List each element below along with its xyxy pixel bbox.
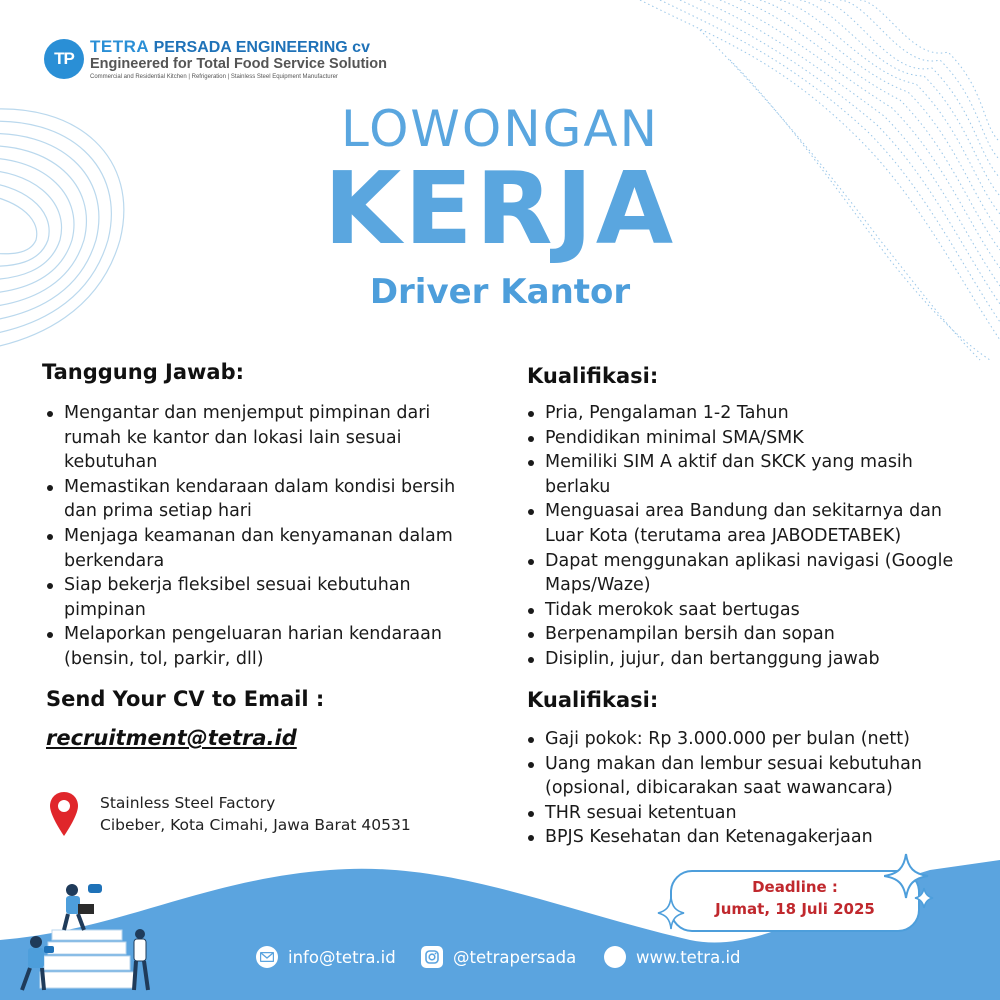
logo-text (90, 38, 387, 80)
list-item: Uang makan dan lembur sesuai kebutuhan (opsional, dibicarakan saat wawancara) (525, 752, 965, 801)
list-item: Disiplin, jujur, dan bertanggung jawab (525, 647, 965, 672)
deadline-box (670, 870, 920, 932)
company-subline: Commercial and Residential Kitchen | Refrigeration | Stainless Steel Equipment Manufacturer (90, 73, 338, 80)
list-item: THR sesuai ketentuan (525, 801, 965, 826)
qualifications-list (525, 401, 965, 672)
list-item: Melaporkan pengeluaran harian kendaraan (bensin, tol, parkir, dll) (44, 622, 484, 671)
deadline-label: Deadline : (752, 878, 838, 896)
address-block (50, 792, 411, 836)
instagram-icon (421, 946, 443, 968)
globe-icon (604, 946, 626, 968)
location-pin-icon (50, 792, 78, 836)
qualifications-heading: Kualifikasi: (527, 364, 659, 388)
footer-instagram[interactable] (421, 946, 576, 968)
list-item: Dapat menggunakan aplikasi navigasi (Google Maps/Waze) (525, 549, 965, 598)
footer-website[interactable] (604, 946, 741, 968)
title-kerja: KERJA (323, 150, 677, 267)
company-name-primary: TETRA (90, 37, 150, 56)
footer-email-text: info@tetra.id (288, 947, 396, 967)
company-name (90, 38, 387, 56)
send-cv-label: Send Your CV to Email : (46, 687, 325, 711)
list-item: Menjaga keamanan dan kenyamanan dalam berkendara (44, 524, 484, 573)
list-item: Berpenampilan bersih dan sopan (525, 622, 965, 647)
list-item: Pendidikan minimal SMA/SMK (525, 426, 965, 451)
recruitment-email-link[interactable]: recruitment@tetra.id (46, 726, 297, 750)
footer-email[interactable] (256, 946, 396, 968)
list-item: Gaji pokok: Rp 3.000.000 per bulan (nett) (525, 727, 965, 752)
deadline-date: Jumat, 18 Juli 2025 (715, 900, 875, 918)
benefits-heading: Kualifikasi: (527, 688, 659, 712)
footer-website-text: www.tetra.id (636, 947, 741, 967)
list-item: Memiliki SIM A aktif dan SKCK yang masih berlaku (525, 450, 965, 499)
address-text (100, 792, 411, 836)
title-lowongan: LOWONGAN (341, 100, 659, 158)
company-tagline: Engineered for Total Food Service Solution (90, 56, 388, 72)
company-name-secondary: PERSADA ENGINEERING cv (153, 39, 370, 56)
office-workers-illustration (0, 880, 160, 1000)
address-line-2: Cibeber, Kota Cimahi, Jawa Barat 40531 (100, 816, 411, 834)
list-item: Memastikan kendaraan dalam kondisi bersih dan prima setiap hari (44, 475, 484, 524)
list-item: Tidak merokok saat bertugas (525, 598, 965, 623)
list-item: Menguasai area Bandung dan sekitarnya dan Luar Kota (terutama area JABODETABEK) (525, 499, 965, 548)
mail-icon (256, 946, 278, 968)
list-item: Mengantar dan menjemput pimpinan dari rumah ke kantor dan lokasi lain sesuai kebutuhan (44, 401, 484, 475)
benefits-list (525, 727, 965, 850)
sparkle-icon (884, 852, 934, 912)
company-logo (44, 38, 387, 80)
responsibilities-list (44, 401, 484, 672)
responsibilities-heading: Tanggung Jawab: (42, 360, 245, 384)
list-item: BPJS Kesehatan dan Ketenagakerjaan (525, 825, 965, 850)
sparkle-icon-small (656, 895, 686, 931)
footer-instagram-text: @tetrapersada (453, 947, 577, 967)
list-item: Siap bekerja fleksibel sesuai kebutuhan pimpinan (44, 573, 484, 622)
logo-badge: TP (44, 39, 84, 79)
address-line-1: Stainless Steel Factory (100, 794, 276, 812)
job-position: Driver Kantor (369, 272, 631, 312)
list-item: Pria, Pengalaman 1-2 Tahun (525, 401, 965, 426)
